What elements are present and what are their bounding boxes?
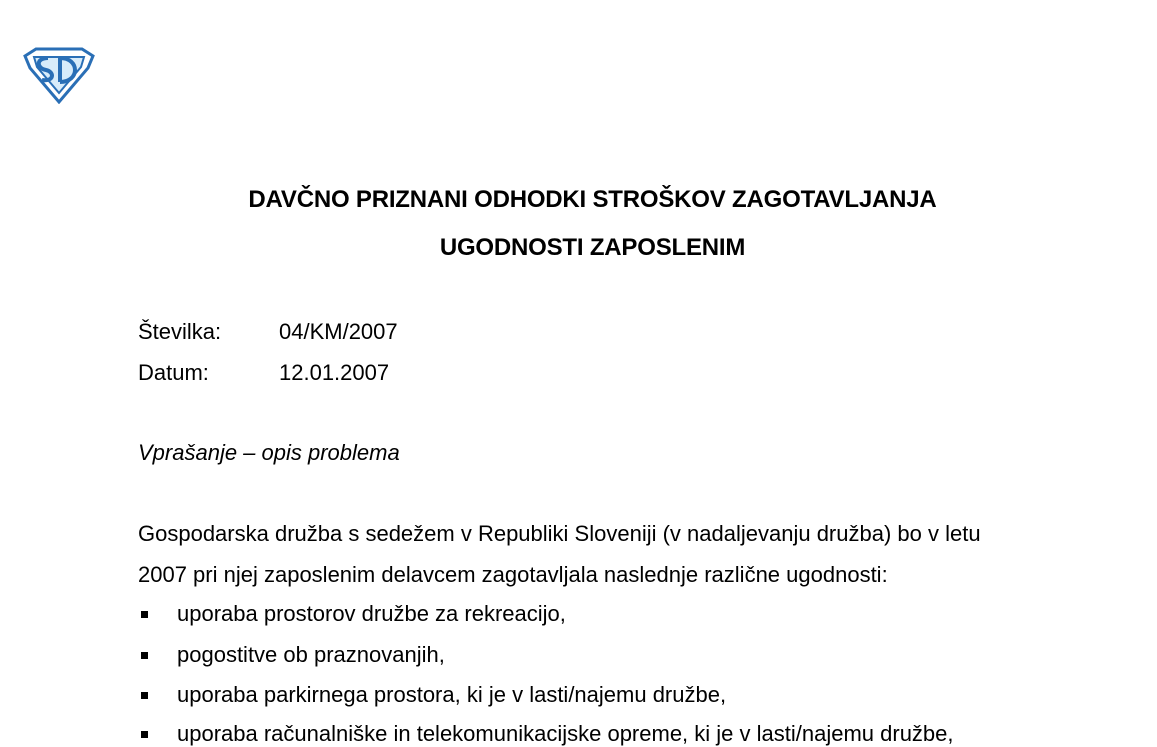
company-logo-icon [22, 46, 96, 104]
list-item-text: pogostitve ob praznovanjih, [177, 642, 445, 667]
paragraph-line: 2007 pri njej zaposlenim delavcem zagotavljala naslednje različne ugodnosti: [138, 562, 888, 587]
section-heading: Vprašanje – opis problema [138, 440, 400, 465]
document-title-line2: UGODNOSTI ZAPOSLENIM [439, 234, 746, 261]
bullet-icon [141, 692, 148, 699]
list-item-text: uporaba računalniške in telekomunikacijske opreme, ki je v lasti/najemu družbe, [177, 721, 954, 746]
number-label: Številka: [138, 319, 222, 344]
paragraph-line: Gospodarska družba s sedežem v Republiki Sloveniji (v nadaljevanju družba) bo v letu [138, 521, 981, 546]
list-item-text: uporaba prostorov družbe za rekreacijo, [177, 601, 566, 626]
bullet-icon [141, 652, 148, 659]
bullet-icon [141, 611, 148, 618]
document-title-line1: DAVČNO PRIZNANI ODHODKI STROŠKOV ZAGOTAVLJANJA [248, 186, 937, 213]
bullet-icon [141, 731, 148, 738]
list-item-text: uporaba parkirnega prostora, ki je v lasti/najemu družbe, [177, 682, 727, 707]
date-label: Datum: [138, 360, 209, 385]
number-value: 04/KM/2007 [279, 319, 398, 344]
date-value: 12.01.2007 [279, 360, 390, 385]
